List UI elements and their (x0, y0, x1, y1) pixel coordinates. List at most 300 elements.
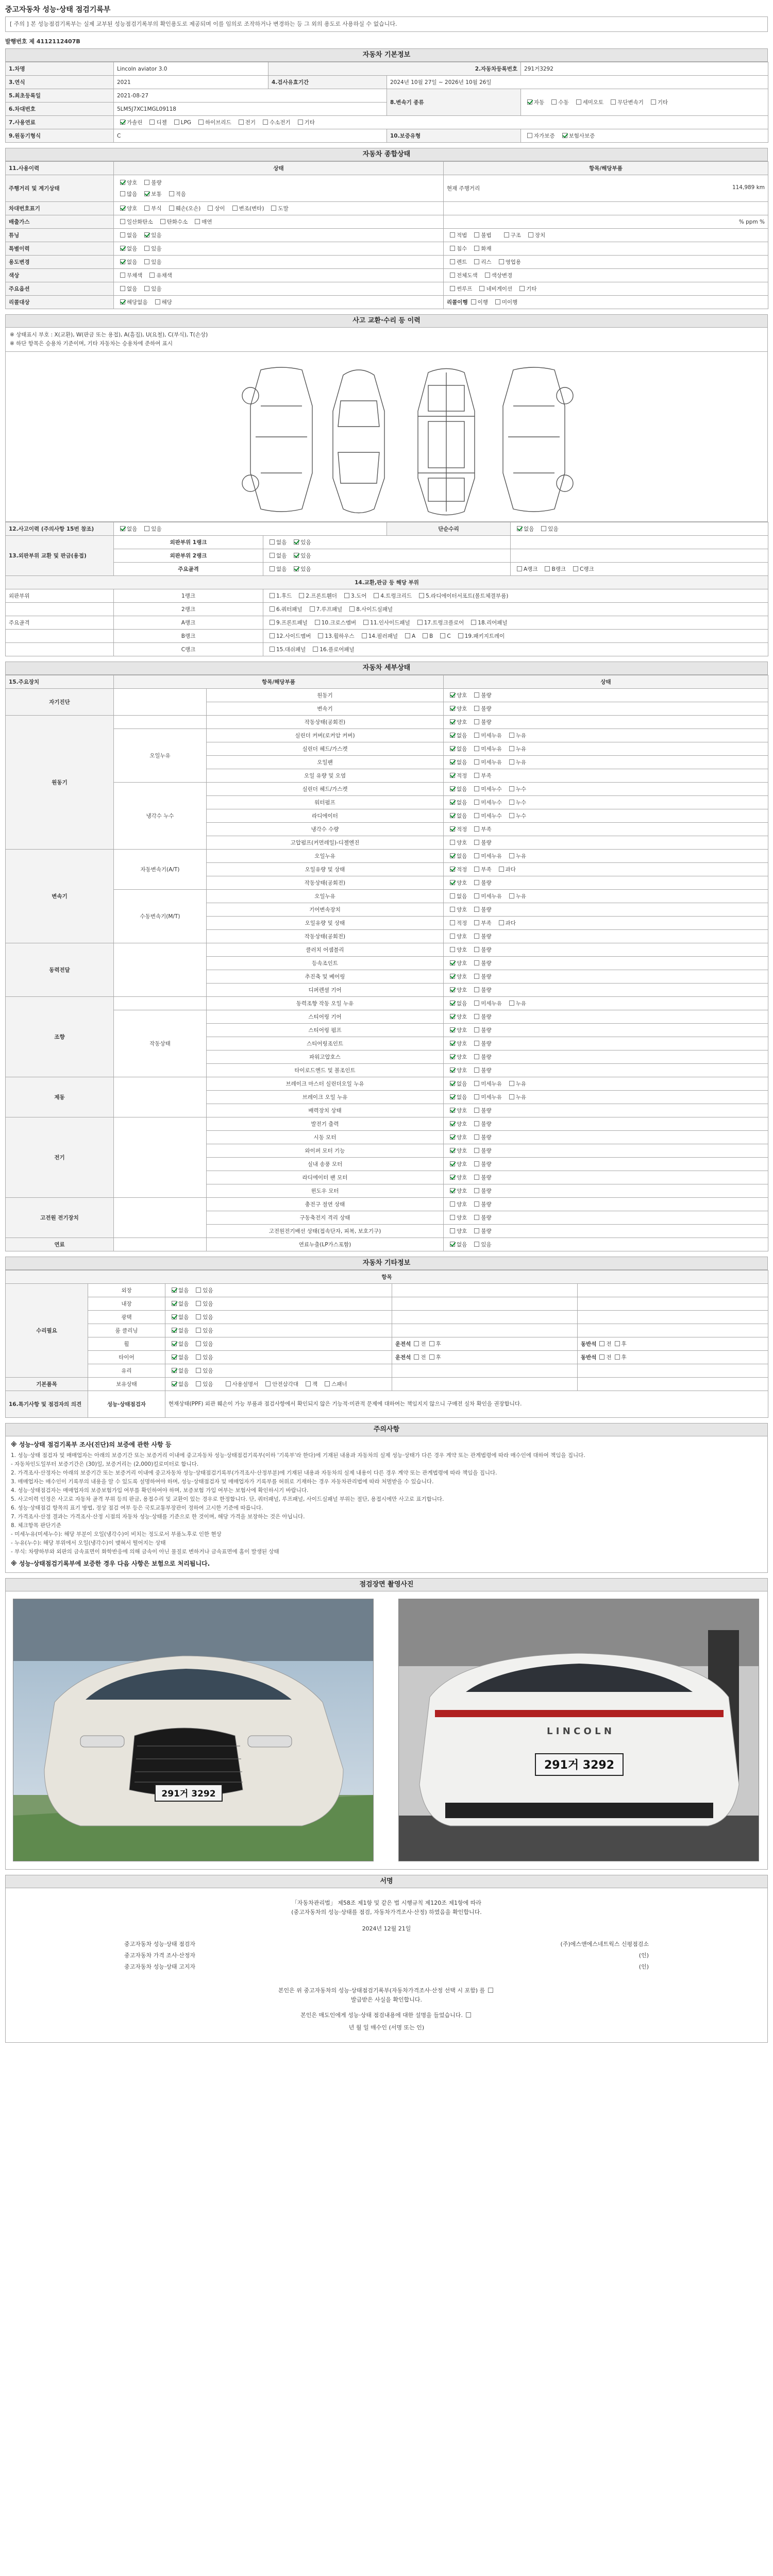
overall-options (114, 175, 444, 202)
checkbox[interactable] (573, 566, 578, 571)
checkbox[interactable] (429, 1341, 434, 1346)
checkbox[interactable] (458, 633, 463, 638)
checkbox[interactable] (450, 813, 455, 818)
option-label: 양호 (457, 1054, 467, 1060)
checkbox[interactable] (450, 273, 455, 278)
checkbox[interactable] (414, 1341, 419, 1346)
checkbox[interactable] (615, 1354, 620, 1360)
option-label: 1.후드 (276, 593, 292, 599)
checkbox[interactable] (474, 1001, 479, 1006)
option (447, 1066, 467, 1074)
checkbox[interactable] (474, 1215, 479, 1220)
checkbox[interactable] (450, 1027, 455, 1032)
notes-item: 7. 가격조사·산정 결과는 가격조사·산정 시점의 자동차 성능·상태를 기준으로 한 것이며, 해당 가격을 보장하는 것은 아닙니다. (11, 1514, 305, 1520)
option (471, 812, 502, 820)
checkbox[interactable] (362, 633, 367, 638)
checkbox[interactable] (120, 180, 125, 185)
checkbox[interactable] (450, 1014, 455, 1019)
checkbox[interactable] (450, 960, 455, 965)
checkbox[interactable] (562, 133, 567, 138)
checkbox[interactable] (509, 733, 514, 738)
rear-photo-svg (399, 1599, 759, 1861)
option (296, 592, 337, 600)
checkbox[interactable] (495, 299, 500, 304)
frame-rank: 외판부위 1랭크 (114, 536, 263, 549)
checkbox[interactable] (315, 620, 320, 625)
checkbox[interactable] (450, 880, 455, 885)
checkbox[interactable] (509, 759, 514, 765)
detail-state (444, 1144, 768, 1158)
checkbox[interactable] (450, 1134, 455, 1140)
checkbox[interactable] (294, 553, 299, 558)
checkbox[interactable] (196, 1368, 201, 1373)
option (152, 298, 172, 306)
option (447, 906, 467, 913)
option-label: 없음 (457, 1081, 467, 1087)
checkbox[interactable] (509, 853, 514, 858)
option (447, 745, 467, 753)
detail-group: 동력전달 (6, 943, 114, 997)
checkbox[interactable] (149, 120, 155, 125)
checkbox[interactable] (144, 286, 149, 291)
option (471, 1093, 502, 1101)
checkbox[interactable] (450, 920, 455, 925)
checkbox[interactable] (474, 1014, 479, 1019)
option (193, 1353, 213, 1361)
checkbox[interactable] (528, 232, 533, 238)
checkbox[interactable] (120, 273, 125, 278)
checkbox[interactable] (450, 1081, 455, 1086)
checkbox[interactable] (509, 1081, 514, 1086)
checkbox[interactable] (169, 206, 174, 211)
checkbox[interactable] (576, 99, 581, 105)
checkbox[interactable] (519, 286, 525, 291)
checkbox[interactable] (450, 733, 455, 738)
checkbox[interactable] (474, 1067, 479, 1073)
checkbox[interactable] (298, 120, 303, 125)
checkbox[interactable] (265, 1381, 271, 1386)
checkbox[interactable] (450, 246, 455, 251)
checkbox[interactable] (120, 219, 125, 224)
fuel-options (114, 116, 768, 129)
checkbox[interactable] (509, 1001, 514, 1006)
checkbox[interactable] (120, 299, 125, 304)
checkbox[interactable] (474, 1041, 479, 1046)
checkbox[interactable] (226, 1381, 231, 1386)
checkbox[interactable] (144, 191, 149, 196)
checkbox[interactable] (611, 99, 616, 105)
detail-state (444, 1077, 768, 1091)
checkbox[interactable] (450, 706, 455, 711)
checkbox[interactable] (450, 759, 455, 765)
checkbox[interactable] (474, 893, 479, 899)
checkbox[interactable] (517, 526, 522, 531)
option-label: 있음 (151, 526, 162, 532)
detail-state (444, 957, 768, 970)
checkbox[interactable] (474, 840, 479, 845)
checkbox[interactable] (474, 692, 479, 698)
checkbox[interactable] (474, 786, 479, 791)
checkbox[interactable] (196, 1287, 201, 1293)
checkbox[interactable] (474, 1242, 479, 1247)
option-label: 없음 (178, 1314, 189, 1320)
checkbox[interactable] (450, 987, 455, 992)
option-label: 15.대쉬패널 (276, 647, 306, 653)
option (514, 565, 537, 573)
option-label: 불량 (481, 1161, 492, 1167)
checkbox[interactable] (474, 947, 479, 952)
checkbox[interactable] (450, 1161, 455, 1166)
checkbox[interactable] (541, 526, 546, 531)
checkbox[interactable] (471, 299, 476, 304)
checkbox[interactable] (450, 1001, 455, 1006)
checkbox[interactable] (144, 232, 149, 238)
checkbox[interactable] (527, 99, 532, 105)
checkbox[interactable] (450, 974, 455, 979)
checkbox[interactable] (440, 633, 445, 638)
checkbox[interactable] (423, 633, 428, 638)
part-group: 외판부위 (6, 589, 114, 603)
notes-item: - 자동차인도일부터 보증기간은 (30)일, 보증거리는 (2,000)킬로미터로 합니다. (11, 1461, 199, 1467)
checkbox[interactable] (172, 1301, 177, 1306)
option (506, 812, 526, 820)
checkbox[interactable] (474, 1108, 479, 1113)
option (266, 632, 311, 640)
option (291, 538, 311, 546)
overall-options (114, 296, 444, 309)
checkbox[interactable] (474, 1201, 479, 1207)
checkbox[interactable] (474, 746, 479, 751)
checkbox[interactable] (485, 273, 490, 278)
checkbox[interactable] (450, 786, 455, 791)
checkbox[interactable] (474, 960, 479, 965)
checkbox[interactable] (474, 853, 479, 858)
checkbox[interactable] (120, 259, 125, 264)
checkbox[interactable] (509, 746, 514, 751)
checkbox[interactable] (450, 259, 455, 264)
checkbox[interactable] (474, 232, 479, 238)
checkbox[interactable] (271, 206, 276, 211)
checkbox[interactable] (270, 647, 275, 652)
checkbox[interactable] (144, 206, 149, 211)
option (471, 919, 491, 927)
checkbox[interactable] (405, 633, 410, 638)
others-side-passenger (578, 1324, 768, 1337)
option (471, 1187, 491, 1195)
option-label: 양호 (457, 1041, 467, 1047)
checkbox[interactable] (474, 773, 479, 778)
checkbox[interactable] (474, 1148, 479, 1153)
confirm-checkbox[interactable] (466, 2012, 471, 2018)
checkbox[interactable] (545, 566, 550, 571)
checkbox[interactable] (450, 934, 455, 939)
checkbox[interactable] (450, 232, 455, 238)
option-label: 부족 (481, 773, 492, 779)
checkbox[interactable] (450, 1201, 455, 1207)
checkbox[interactable] (509, 813, 514, 818)
checkbox[interactable] (474, 1161, 479, 1166)
option (291, 565, 311, 573)
checkbox[interactable] (651, 99, 656, 105)
notes-item: 6. 성능·상태점검 항목의 표기 방법, 정상 점검 여부 등은 국토교통부장관이 정하여 고시한 기준에 따릅니다. (11, 1505, 263, 1511)
checkbox[interactable] (270, 593, 275, 598)
checkbox[interactable] (474, 813, 479, 818)
checkbox[interactable] (450, 853, 455, 858)
checkbox[interactable] (208, 206, 213, 211)
option (447, 986, 467, 994)
checkbox[interactable] (160, 219, 165, 224)
checkbox[interactable] (196, 1341, 201, 1346)
checkbox[interactable] (474, 920, 479, 925)
checkbox[interactable] (474, 1228, 479, 1233)
checkbox[interactable] (270, 553, 275, 558)
checkbox[interactable] (450, 1041, 455, 1046)
checkbox[interactable] (310, 606, 315, 612)
checkbox[interactable] (474, 246, 479, 251)
option (506, 852, 526, 860)
checkbox[interactable] (474, 1027, 479, 1032)
checkbox[interactable] (198, 120, 204, 125)
checkbox[interactable] (450, 692, 455, 698)
checkbox[interactable] (450, 1148, 455, 1153)
checkbox[interactable] (429, 1354, 434, 1360)
checkbox[interactable] (499, 867, 504, 872)
checkbox[interactable] (172, 1314, 177, 1319)
checkbox[interactable] (474, 733, 479, 738)
checkbox[interactable] (196, 1314, 201, 1319)
option (169, 1313, 189, 1321)
checkbox[interactable] (155, 299, 160, 304)
checkbox[interactable] (509, 1094, 514, 1099)
option-label: 없음 (457, 853, 467, 859)
overall-options (114, 256, 444, 269)
checkbox[interactable] (144, 246, 149, 251)
checkbox[interactable] (517, 566, 522, 571)
basic-value: 2024년 10월 27일 ~ 2026년 10월 26일 (387, 76, 768, 89)
checkbox[interactable] (499, 920, 504, 925)
option (471, 1147, 491, 1155)
option (496, 258, 521, 266)
checkbox[interactable] (599, 1341, 604, 1346)
checkbox[interactable] (306, 1381, 311, 1386)
checkbox[interactable] (474, 867, 479, 872)
checkbox[interactable] (474, 974, 479, 979)
checkbox[interactable] (450, 840, 455, 845)
checkbox[interactable] (450, 1215, 455, 1220)
option-label: 미세누유 (481, 853, 502, 859)
frame-rank: 주요골격 (114, 563, 263, 576)
checkbox[interactable] (172, 1368, 177, 1373)
checkbox[interactable] (509, 893, 514, 899)
accident-legend (5, 328, 768, 352)
checkbox[interactable] (149, 273, 155, 278)
checkbox[interactable] (299, 593, 304, 598)
checkbox[interactable] (450, 1108, 455, 1113)
checkbox[interactable] (172, 1328, 177, 1333)
checkbox[interactable] (474, 1054, 479, 1059)
checkbox[interactable] (172, 1381, 177, 1386)
checkbox[interactable] (196, 1381, 201, 1386)
checkbox[interactable] (599, 1354, 604, 1360)
checkbox[interactable] (120, 120, 125, 125)
checkbox[interactable] (120, 526, 125, 531)
checkbox[interactable] (450, 746, 455, 751)
checkbox[interactable] (450, 907, 455, 912)
checkbox[interactable] (450, 1121, 455, 1126)
others-head-row (6, 1270, 768, 1284)
checkbox[interactable] (504, 232, 509, 238)
checkbox[interactable] (174, 120, 179, 125)
option-label: 양호 (457, 907, 467, 913)
checkbox[interactable] (474, 1188, 479, 1193)
checkbox[interactable] (474, 1081, 479, 1086)
checkbox[interactable] (474, 1134, 479, 1140)
checkbox[interactable] (474, 706, 479, 711)
checkbox[interactable] (450, 1228, 455, 1233)
checkbox[interactable] (471, 620, 476, 625)
checkbox[interactable] (144, 526, 149, 531)
checkbox[interactable] (239, 120, 244, 125)
checkbox[interactable] (474, 1175, 479, 1180)
checkbox[interactable] (144, 259, 149, 264)
checkbox[interactable] (474, 880, 479, 885)
option (506, 799, 526, 806)
option (471, 1160, 491, 1168)
checkbox[interactable] (450, 1242, 455, 1247)
detail-state (444, 970, 768, 984)
checkbox[interactable] (270, 539, 275, 545)
checkbox[interactable] (120, 191, 125, 196)
checkbox[interactable] (474, 907, 479, 912)
detail-row (6, 729, 768, 742)
detail-state (444, 1050, 768, 1064)
checkbox[interactable] (474, 987, 479, 992)
checkbox[interactable] (474, 259, 479, 264)
checkbox[interactable] (313, 647, 318, 652)
checkbox[interactable] (527, 133, 532, 138)
checkbox[interactable] (479, 286, 484, 291)
checkbox[interactable] (270, 620, 275, 625)
checkbox[interactable] (270, 606, 275, 612)
option (447, 1040, 467, 1047)
checkbox[interactable] (474, 826, 479, 832)
option-label: 불량 (151, 179, 162, 186)
others-side-driver (392, 1337, 578, 1351)
notes-item: 8. 체크항목 판단기준 (11, 1522, 61, 1529)
option (141, 258, 161, 266)
checkbox[interactable] (144, 180, 149, 185)
option (195, 118, 231, 126)
checkbox[interactable] (349, 606, 355, 612)
option (266, 646, 306, 653)
option-label: 리스 (481, 259, 492, 265)
checkbox[interactable] (450, 286, 455, 291)
checkbox[interactable] (294, 566, 299, 571)
detail-subgroup: 작동상태 (114, 1010, 207, 1077)
checkbox[interactable] (172, 1287, 177, 1293)
checkbox[interactable] (120, 206, 125, 211)
checkbox[interactable] (120, 246, 125, 251)
detail-state (444, 917, 768, 930)
checkbox[interactable] (474, 1121, 479, 1126)
checkbox[interactable] (344, 593, 349, 598)
checkbox[interactable] (196, 1354, 201, 1360)
basic-label: 6.차대번호 (6, 103, 114, 116)
overall-label: 차대번호표기 (6, 202, 114, 215)
checkbox[interactable] (450, 773, 455, 778)
checkbox[interactable] (195, 219, 200, 224)
checkbox[interactable] (474, 1094, 479, 1099)
checkbox[interactable] (499, 259, 504, 264)
checkbox[interactable] (196, 1328, 201, 1333)
option (266, 552, 287, 560)
checkbox[interactable] (450, 1094, 455, 1099)
checkbox[interactable] (120, 232, 125, 238)
checkbox[interactable] (474, 934, 479, 939)
checkbox[interactable] (270, 633, 275, 638)
checkbox[interactable] (363, 620, 368, 625)
receipt-checkbox[interactable] (488, 1988, 493, 1993)
checkbox[interactable] (325, 1381, 330, 1386)
others-options (165, 1311, 392, 1324)
checkbox[interactable] (450, 826, 455, 832)
detail-state (444, 769, 768, 783)
checkbox[interactable] (414, 1354, 419, 1360)
detail-state (444, 1184, 768, 1198)
option (166, 189, 186, 200)
checkbox[interactable] (374, 593, 379, 598)
checkbox[interactable] (232, 206, 238, 211)
confirm-line (6, 2011, 767, 2019)
checkbox[interactable] (450, 800, 455, 805)
checkbox[interactable] (450, 893, 455, 899)
checkbox[interactable] (263, 120, 268, 125)
checkbox[interactable] (450, 719, 455, 724)
checkbox[interactable] (551, 99, 557, 105)
checkbox[interactable] (172, 1341, 177, 1346)
checkbox[interactable] (509, 800, 514, 805)
checkbox[interactable] (474, 719, 479, 724)
checkbox[interactable] (450, 947, 455, 952)
checkbox[interactable] (318, 633, 323, 638)
checkbox[interactable] (419, 593, 424, 598)
option-label: 불량 (481, 1201, 492, 1208)
option (192, 218, 212, 226)
overall-head-item: 11.사용이력 (6, 162, 114, 175)
checkbox[interactable] (450, 1067, 455, 1073)
checkbox[interactable] (120, 286, 125, 291)
checkbox[interactable] (615, 1341, 620, 1346)
overall-row (6, 215, 768, 229)
checkbox[interactable] (417, 620, 423, 625)
checkbox[interactable] (474, 759, 479, 765)
checkbox[interactable] (172, 1354, 177, 1360)
option-label: 부족 (481, 920, 492, 926)
checkbox[interactable] (294, 539, 299, 545)
detail-state (444, 863, 768, 876)
detail-part: 고전원전기배선 상태(접속단자, 피복, 보호기구) (207, 1225, 444, 1238)
checkbox[interactable] (450, 867, 455, 872)
checkbox[interactable] (450, 1188, 455, 1193)
checkbox[interactable] (270, 566, 275, 571)
checkbox[interactable] (169, 191, 174, 196)
option (455, 632, 505, 640)
checkbox[interactable] (450, 1054, 455, 1059)
checkbox[interactable] (450, 1175, 455, 1180)
checkbox[interactable] (509, 786, 514, 791)
checkbox[interactable] (196, 1301, 201, 1306)
checkbox[interactable] (474, 800, 479, 805)
